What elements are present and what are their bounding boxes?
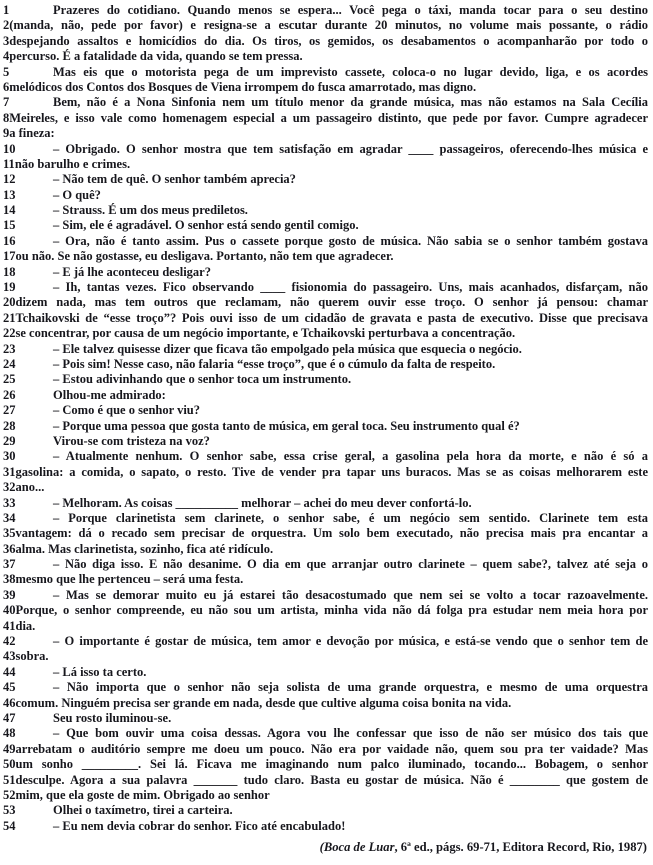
- line-number: 46: [3, 695, 16, 710]
- line-text: Meireles, e isso vale como homenagem especial a um passageiro distinto, que pede por favor. Cumpre agradecer: [9, 110, 648, 125]
- line-text: – Atualmente nenhum. O senhor sabe, essa crise geral, a gasolina pela hora da morte, e não é só a: [53, 449, 648, 464]
- line-number: 4: [3, 49, 10, 64]
- line-text: – Porque uma pessoa que gosta tanto de música, em geral toca. Seu instrumento qual é?: [53, 418, 520, 433]
- text-line: [3, 295, 648, 310]
- line-text: dia.: [15, 618, 36, 633]
- line-number: 24: [3, 356, 16, 371]
- text-line: [3, 126, 648, 141]
- text-line: [3, 49, 648, 64]
- text-line: [3, 711, 648, 726]
- line-text: mim, que ela goste de mim. Obrigado ao senhor: [15, 787, 270, 802]
- line-text: Virou-se com tristeza na voz?: [53, 433, 210, 448]
- text-line: [3, 511, 648, 526]
- text-line: [3, 649, 648, 664]
- line-text: gasolina: a comida, o sapato, o resto. Tive de vender pra tapar uns buracos. Mas se as coisas melhorarem este: [15, 464, 648, 479]
- line-number: 21: [3, 310, 16, 325]
- line-number: 44: [3, 664, 16, 679]
- text-line: [3, 18, 648, 33]
- text-line: [3, 311, 648, 326]
- line-number: 52: [3, 787, 16, 802]
- text-line: [3, 603, 648, 618]
- line-number: 31: [3, 464, 16, 479]
- line-text: comum. Ninguém precisa ser grande em nada, desde que cultive alguma coisa bonita na vida.: [15, 695, 512, 710]
- line-text: – Pois sim! Nesse caso, não falaria “esse troço”, que é o cúmulo da falta de respeito.: [53, 356, 496, 371]
- line-text: – Obrigado. O senhor mostra que tem satisfação em agradar ____ passageiros, oferecendo-lhes música e: [53, 141, 648, 156]
- line-text: – Sim, ele é agradável. O senhor está sendo gentil comigo.: [53, 218, 359, 233]
- text-line: [3, 326, 648, 341]
- line-text: um sonho _________. Sei lá. Ficava me imaginando num palco iluminado, tocando... Bobagem, o senhor: [15, 757, 648, 772]
- citation-open-paren: (: [319, 840, 324, 855]
- line-text: percurso. É a fatalidade da vida, quando se tem pressa.: [9, 49, 303, 64]
- line-number: 3: [3, 33, 10, 48]
- line-text: – Não diga isso. E não desanime. O dia em que arranjar outro clarinete – quem sabe?, talvez até seja o: [53, 557, 648, 572]
- text-line: [3, 788, 648, 803]
- line-text: Tchaikovski de “esse troço”? Pois ouvi isso de um cidadão de gravata e pasta de executivo. Disse que precisava: [15, 310, 648, 325]
- text-line: [3, 218, 648, 233]
- line-number: 9: [3, 126, 10, 141]
- line-text: ano...: [15, 480, 45, 495]
- text-line: [3, 588, 648, 603]
- line-text: – Porque clarinetista sem clarinete, o senhor sabe, é um negócio sem sentido. Clarinete tem esta: [53, 510, 648, 525]
- line-number: 40: [3, 603, 16, 618]
- line-number: 28: [3, 418, 16, 433]
- line-number: 18: [3, 264, 16, 279]
- line-number: 7: [3, 95, 10, 110]
- line-number: 47: [3, 710, 16, 725]
- line-number: 29: [3, 433, 16, 448]
- text-line: [3, 203, 648, 218]
- text-line: [3, 249, 648, 264]
- text-line: [3, 95, 648, 110]
- line-number: 27: [3, 403, 16, 418]
- line-number: 50: [3, 757, 16, 772]
- line-text: Mas eis que o motorista pega de um imprevisto cassete, coloca-o no lugar devido, liga, e os acordes: [53, 64, 648, 79]
- line-text: sobra.: [15, 649, 49, 664]
- text-line: [3, 265, 648, 280]
- text-line: [3, 234, 648, 249]
- text-line: [3, 280, 648, 295]
- line-text: despejando assaltos e homicídios do dia. Os tiros, os gemidos, os desabamentos o acompanharão por todo o: [9, 33, 648, 48]
- line-number: 33: [3, 495, 16, 510]
- line-number: 30: [3, 449, 16, 464]
- text-line: [3, 372, 648, 387]
- line-number: 41: [3, 618, 16, 633]
- line-number: 51: [3, 772, 16, 787]
- line-number: 16: [3, 233, 16, 248]
- line-text: melódicos dos Contos dos Bosques de Viena irrompem do fusca amarrotado, mas digno.: [9, 79, 477, 94]
- line-text: – Melhoram. As coisas __________ melhorar – achei do meu dever confortá-lo.: [53, 495, 472, 510]
- line-number: 53: [3, 803, 16, 818]
- line-number: 45: [3, 680, 16, 695]
- line-number: 13: [3, 187, 16, 202]
- line-text: – Não importa que o senhor não seja solista de uma grande orquestra, e mesmo de uma orquestra: [53, 680, 648, 695]
- line-text: – Ih, tantas vezes. Fico observando ____ fisionomia do passageiro. Uns, mais acanhados, disfarçam, não: [53, 280, 648, 295]
- text-line: [3, 403, 648, 418]
- text-body: [3, 3, 648, 834]
- line-number: 19: [3, 280, 16, 295]
- line-number: 43: [3, 649, 16, 664]
- line-text: alma. Mas clarinetista, sozinho, fica até ridículo.: [15, 541, 274, 556]
- line-number: 1: [3, 3, 10, 17]
- line-text: – Que bom ouvir uma coisa dessas. Agora vou lhe confessar que isso de não ser músico dos tais que: [53, 726, 648, 741]
- line-text: – Ora, não é tanto assim. Pus o cassete porque gosto de música. Não sabia se o senhor também gostava: [53, 233, 648, 248]
- line-text: (manda, não, pede por favor) e resigna-se a escutar durante 20 minutos, no volume mais possante, o rádio: [9, 18, 648, 33]
- text-line: [3, 757, 648, 772]
- line-number: 38: [3, 572, 16, 587]
- text-line: [3, 557, 648, 572]
- text-line: [3, 526, 648, 541]
- line-number: 8: [3, 110, 10, 125]
- line-number: 39: [3, 587, 16, 602]
- citation-book-title: Boca de Luar: [323, 840, 395, 855]
- line-number: 2: [3, 18, 10, 33]
- text-line: [3, 3, 648, 18]
- text-line: [3, 773, 648, 788]
- line-number: 10: [3, 141, 16, 156]
- line-text: – E já lhe aconteceu desligar?: [53, 264, 211, 279]
- text-line: [3, 419, 648, 434]
- text-line: [3, 65, 648, 80]
- text-line: [3, 34, 648, 49]
- line-text: – Strauss. É um dos meus prediletos.: [53, 203, 248, 218]
- line-number: 49: [3, 741, 16, 756]
- line-number: 11: [3, 156, 15, 171]
- line-number: 36: [3, 541, 16, 556]
- text-line: [3, 357, 648, 372]
- line-number: 22: [3, 326, 16, 341]
- line-text: – O importante é gostar de música, tem amor e devoção por música, e está-se vendo que o senhor tem de: [53, 634, 648, 649]
- line-text: – Lá isso ta certo.: [53, 664, 147, 679]
- text-line: [3, 665, 648, 680]
- text-line: [3, 465, 648, 480]
- line-number: 20: [3, 295, 16, 310]
- line-text: Bem, não é a Nona Sinfonia nem um título menor da grande música, mas não estamos na Sala Cecília: [53, 95, 648, 110]
- line-number: 34: [3, 510, 16, 525]
- line-text: ou não. Se não gostasse, eu desligava. Portanto, não tem que agradecer.: [15, 249, 394, 264]
- line-text: – Como é que o senhor viu?: [53, 403, 201, 418]
- line-text: – Ele talvez quisesse dizer que ficava tão empolgado pela música que esquecia o negócio.: [53, 341, 522, 356]
- line-text: – O quê?: [53, 187, 101, 202]
- text-line: [3, 634, 648, 649]
- text-line: [3, 572, 648, 587]
- line-number: 37: [3, 557, 16, 572]
- line-number: 17: [3, 249, 16, 264]
- line-number: 23: [3, 341, 16, 356]
- line-text: – Eu nem devia cobrar do senhor. Fico até encabulado!: [53, 818, 346, 833]
- line-text: – Não tem de quê. O senhor também aprecia?: [53, 172, 296, 187]
- line-number: 42: [3, 634, 16, 649]
- text-line: [3, 80, 648, 95]
- line-text: Seu rosto iluminou-se.: [53, 710, 172, 725]
- line-text: – Estou adivinhando que o senhor toca um instrumento.: [53, 372, 352, 387]
- line-number: 32: [3, 480, 16, 495]
- text-line: [3, 434, 648, 449]
- line-number: 25: [3, 372, 16, 387]
- line-text: a fineza:: [9, 126, 55, 141]
- line-text: mesmo que lhe pertenceu – será uma festa.: [15, 572, 244, 587]
- line-text: Olhei o taxímetro, tirei a carteira.: [53, 803, 233, 818]
- line-text: desculpe. Agora a sua palavra _______ tudo claro. Basta eu gostar de música. Não é ________ que gostem de: [15, 772, 648, 787]
- text-line: [3, 142, 648, 157]
- line-number: 15: [3, 218, 16, 233]
- line-text: dizem nada, mas tem outros que reclamam, não querem ouvir esse troço. O senhor já pensou: chamar: [15, 295, 648, 310]
- line-text: se concentrar, por causa de um negócio importante, e Tchaikovski perturbava a concentração.: [15, 326, 516, 341]
- text-line: [3, 480, 648, 495]
- text-line: [3, 172, 648, 187]
- line-number: 12: [3, 172, 16, 187]
- text-line: [3, 157, 648, 172]
- line-number: 5: [3, 64, 10, 79]
- text-line: [3, 680, 648, 695]
- line-text: vantagem: dá o recado sem precisar de orquestra. Um solo bem executado, não precisa mais pra encantar a: [15, 526, 648, 541]
- text-line: [3, 742, 648, 757]
- source-citation: [3, 840, 648, 855]
- line-text: Olhou-me admirado:: [53, 387, 166, 402]
- line-text: Porque, o senhor compreende, eu não sou um artista, minha vida não dá folga pra estudar nem meia hora por: [15, 603, 648, 618]
- line-number: 14: [3, 203, 16, 218]
- line-number: 54: [3, 818, 16, 833]
- line-text: não barulho e crimes.: [14, 156, 131, 171]
- line-text: – Mas se demorar muito eu já estarei tão desacostumado que nem sei se volto a tocar razoavelmente.: [53, 587, 648, 602]
- text-line: [3, 819, 648, 834]
- text-line: [3, 496, 648, 511]
- citation-details: , 6ª ed., págs. 69-71, Editora Record, Rio, 1987): [394, 840, 647, 855]
- text-line: [3, 619, 648, 634]
- text-line: [3, 542, 648, 557]
- line-number: 26: [3, 387, 16, 402]
- line-number: 48: [3, 726, 16, 741]
- text-line: [3, 696, 648, 711]
- text-line: [3, 388, 648, 403]
- text-line: [3, 726, 648, 741]
- line-text: Prazeres do cotidiano. Quando menos se espera... Você pega o táxi, manda tocar para o seu destino: [53, 3, 648, 17]
- text-line: [3, 803, 648, 818]
- line-number: 6: [3, 79, 10, 94]
- line-text: arrebatam o auditório sempre me doeu um pouco. Não era por vaidade não, quem sou pra ter vaidade? Mas: [15, 741, 648, 756]
- text-line: [3, 449, 648, 464]
- text-line: [3, 342, 648, 357]
- text-line: [3, 111, 648, 126]
- text-line: [3, 188, 648, 203]
- line-number: 35: [3, 526, 16, 541]
